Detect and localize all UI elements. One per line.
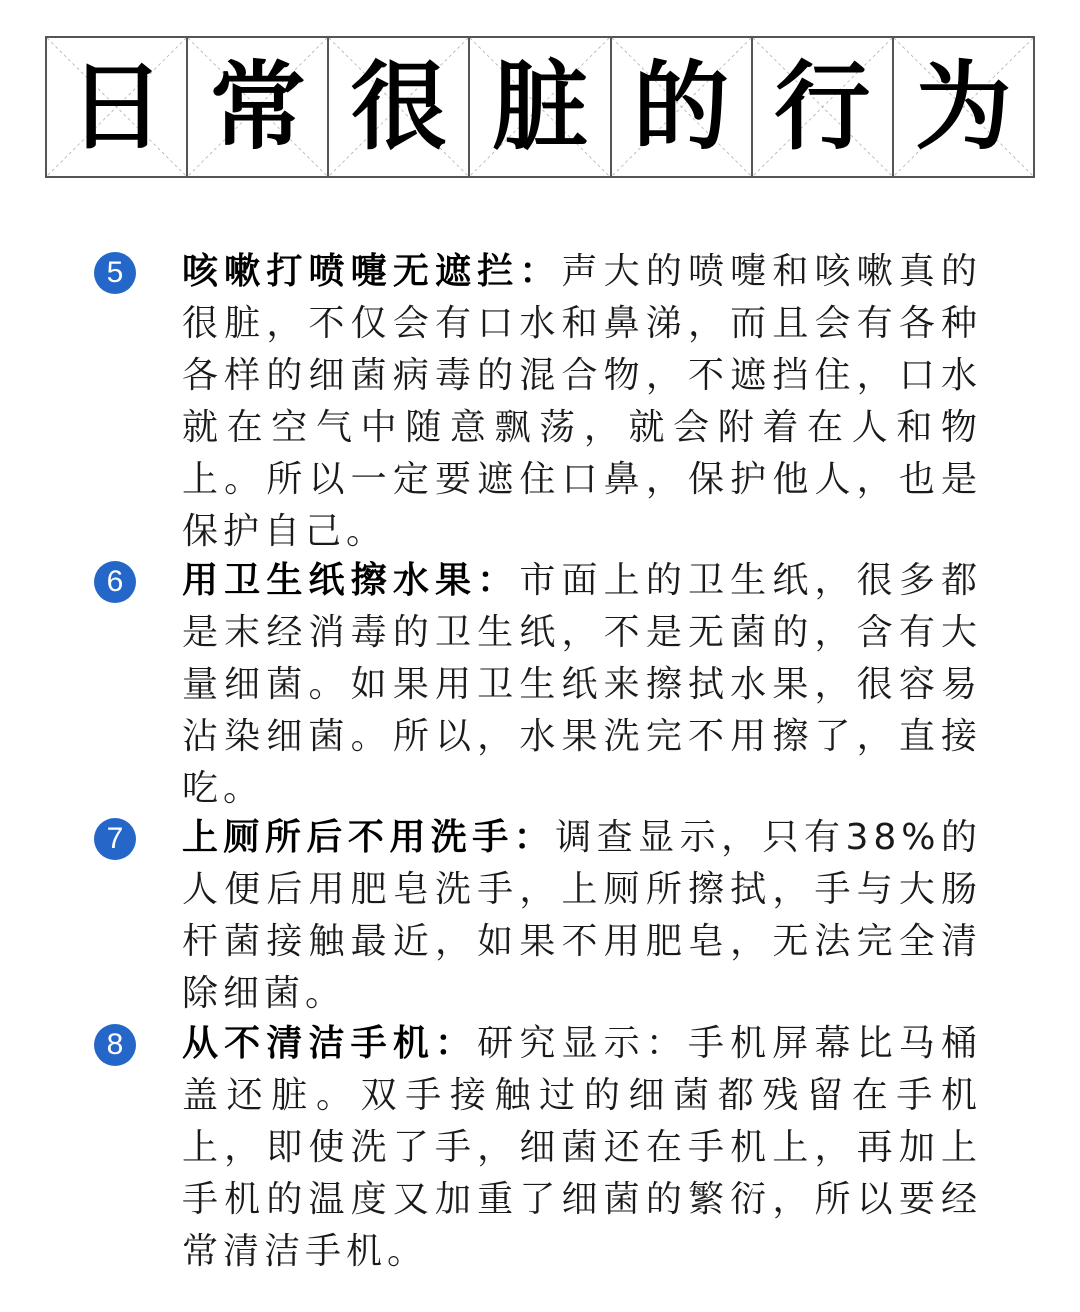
title-char: 常 bbox=[209, 51, 306, 163]
item-text bbox=[182, 1018, 982, 1278]
item-title: 上厕所后不用洗手： bbox=[182, 817, 556, 858]
item-body: 研究显示：手机屏幕比马桶盖还脏。双手接触过的细菌都残留在手机上，即使洗了手，细菌还在手机上，再加上手机的温度又加重了细菌的繁衍，所以要经常清洁手机。 bbox=[182, 1023, 982, 1272]
item-title: 咳嗽打喷嚏无遮拦： bbox=[182, 251, 562, 292]
item-title: 从不清洁手机： bbox=[182, 1023, 478, 1064]
title-cell bbox=[753, 38, 894, 176]
number-badge: 8 bbox=[94, 1024, 136, 1066]
item-body: 调查显示，只有38%的人便后用肥皂洗手，上厕所擦拭，手与大肠杆菌接触最近，如果不用肥皂，无法完全清除细菌。 bbox=[182, 817, 982, 1014]
title-char: 很 bbox=[350, 51, 447, 163]
title-char: 脏 bbox=[491, 51, 588, 163]
title-char: 日 bbox=[68, 51, 165, 163]
number-badge: 6 bbox=[94, 561, 136, 603]
title-cell bbox=[329, 38, 470, 176]
title-cell bbox=[47, 38, 188, 176]
title-char: 行 bbox=[774, 51, 871, 163]
item-text bbox=[182, 246, 982, 558]
item-body: 声大的喷嚏和咳嗽真的很脏，不仅会有口水和鼻涕，而且会有各种各样的细菌病毒的混合物，不遮挡住，口水就在空气中随意飘荡，就会附着在人和物上。所以一定要遮住口鼻，保护他人，也是保护自己。 bbox=[182, 251, 982, 552]
item-body: 市面上的卫生纸，很多都是末经消毒的卫生纸，不是无菌的，含有大量细菌。如果用卫生纸来擦拭水果，很容易沾染细菌。所以，水果洗完不用擦了，直接吃。 bbox=[182, 560, 982, 809]
item-text bbox=[182, 555, 982, 815]
title-grid bbox=[45, 36, 1035, 178]
title-cell bbox=[188, 38, 329, 176]
title-cell bbox=[894, 38, 1033, 176]
number-badge: 7 bbox=[94, 818, 136, 860]
title-cell bbox=[612, 38, 753, 176]
number-badge: 5 bbox=[94, 252, 136, 294]
title-char: 的 bbox=[633, 51, 730, 163]
item-title: 用卫生纸擦水果： bbox=[182, 560, 520, 601]
title-cell bbox=[470, 38, 611, 176]
item-text bbox=[182, 812, 982, 1020]
title-char: 为 bbox=[915, 51, 1012, 163]
